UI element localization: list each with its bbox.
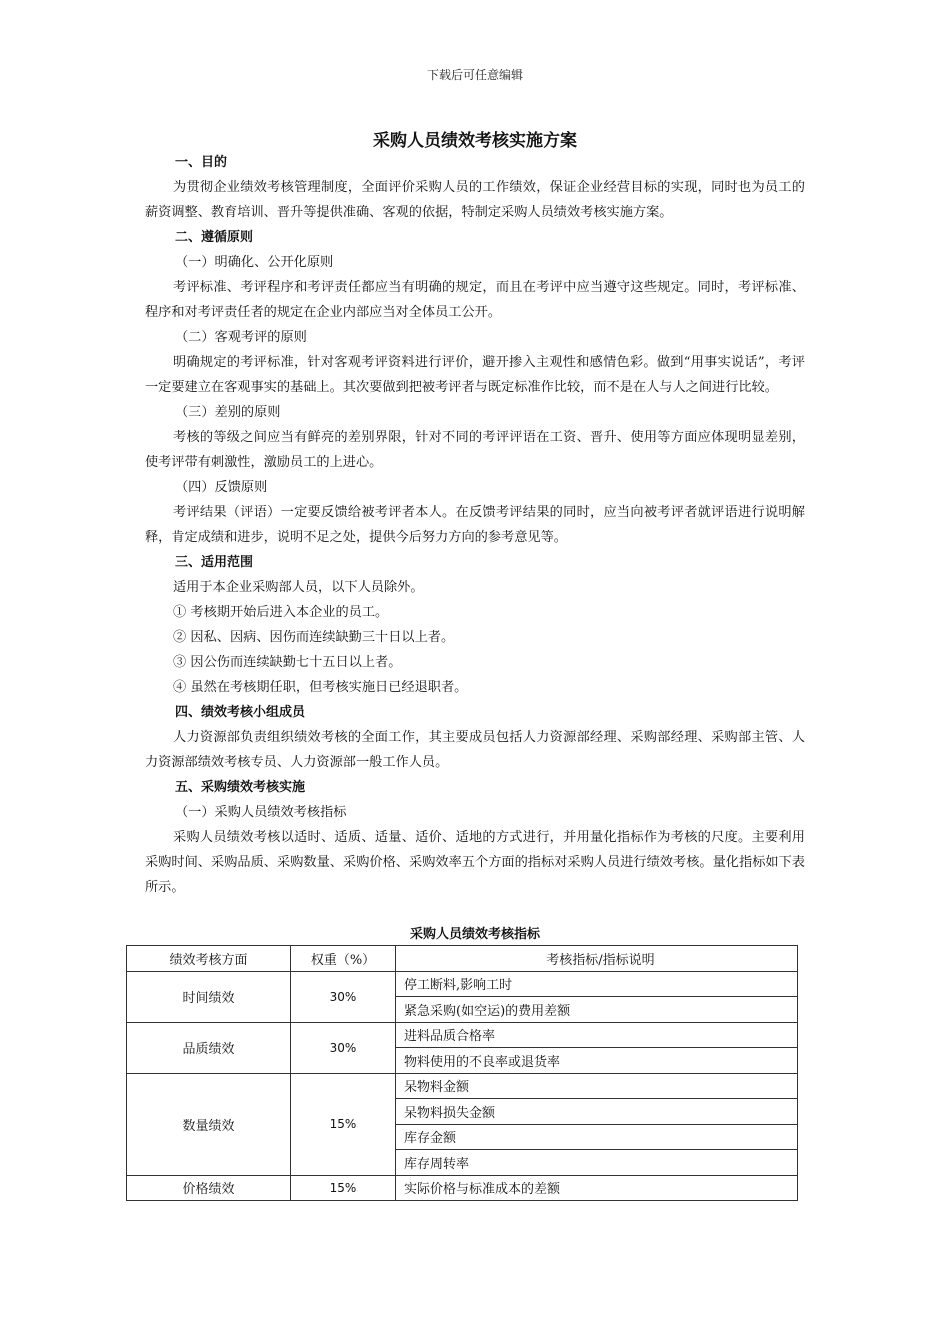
section-2-sub-4: （四）反馈原则 <box>175 480 268 495</box>
weight-cell: 15% <box>291 1175 396 1201</box>
table-row <box>127 1073 798 1099</box>
table-row <box>127 1022 798 1048</box>
section-3-heading: 三、适用范围 <box>175 555 254 570</box>
aspect-cell: 数量绩效 <box>127 1073 291 1175</box>
indicator-cell: 进料品质合格率 <box>396 1022 798 1048</box>
indicator-cell: 实际价格与标准成本的差额 <box>396 1175 798 1201</box>
section-2-paragraph-4: 考评结果（评语）一定要反馈给被考评者本人。在反馈考评结果的同时，应当向被考评者就评语进行说明解释，肯定成绩和进步，说明不足之处，提供今后努力方向的参考意见等。 <box>145 505 805 545</box>
column-header: 绩效考核方面 <box>127 946 291 972</box>
document-title: 采购人员绩效考核实施方案 <box>373 131 577 151</box>
column-header: 考核指标/指标说明 <box>396 946 798 972</box>
indicator-cell: 物料使用的不良率或退货率 <box>396 1048 798 1074</box>
table-header-row <box>127 946 798 972</box>
page-header: 下载后可任意编辑 <box>426 68 523 82</box>
table-row <box>127 971 798 997</box>
list-item: ② 因私、因病、因伤而连续缺勤三十日以上者。 <box>173 630 455 645</box>
section-1-paragraph: 为贯彻企业绩效考核管理制度，全面评价采购人员的工作绩效，保证企业经营目标的实现，同时也为员工的薪资调整、教育培训、晋升等提供准确、客观的依据，特制定采购人员绩效考核实施方案。 <box>145 180 805 220</box>
list-item: ③ 因公伤而连续缺勤七十五日以上者。 <box>173 655 402 670</box>
list-item: ① 考核期开始后进入本企业的员工。 <box>173 605 389 620</box>
indicator-cell: 停工断料,影响工时 <box>396 971 798 997</box>
aspect-cell: 时间绩效 <box>127 971 291 1022</box>
section-2-sub-2: （二）客观考评的原则 <box>175 330 307 345</box>
aspect-cell: 价格绩效 <box>127 1175 291 1201</box>
section-5-sub-1: （一）采购人员绩效考核指标 <box>175 805 347 820</box>
document-body <box>145 150 805 900</box>
section-4-heading: 四、绩效考核小组成员 <box>175 705 306 720</box>
section-5-paragraph: 采购人员绩效考核以适时、适质、适量、适价、适地的方式进行，并用量化指标作为考核的尺度。主要利用采购时间、采购品质、采购数量、采购价格、采购效率五个方面的指标对采购人员进行绩效考核。量化指标如下表所示。 <box>145 830 805 895</box>
indicator-cell: 紧急采购(如空运)的费用差额 <box>396 997 798 1023</box>
section-1-heading: 一、目的 <box>175 155 228 170</box>
indicator-cell: 呆物料损失金额 <box>396 1099 798 1125</box>
kpi-table <box>126 945 798 1201</box>
indicator-cell: 库存金额 <box>396 1124 798 1150</box>
weight-cell: 15% <box>291 1073 396 1175</box>
weight-cell: 30% <box>291 1022 396 1073</box>
weight-cell: 30% <box>291 971 396 1022</box>
section-2-sub-3: （三）差别的原则 <box>175 405 281 420</box>
indicator-cell: 库存周转率 <box>396 1150 798 1176</box>
table-row <box>127 1175 798 1201</box>
section-2-sub-1: （一）明确化、公开化原则 <box>175 255 334 270</box>
column-header: 权重（%） <box>291 946 396 972</box>
section-3-intro: 适用于本企业采购部人员，以下人员除外。 <box>173 580 424 595</box>
section-2-heading: 二、遵循原则 <box>175 230 254 245</box>
section-2-paragraph-1: 考评标准、考评程序和考评责任都应当有明确的规定，而且在考评中应当遵守这些规定。同时，考评标准、程序和对考评责任者的规定在企业内部应当对全体员工公开。 <box>145 280 805 320</box>
indicator-cell: 呆物料金额 <box>396 1073 798 1099</box>
section-2-paragraph-3: 考核的等级之间应当有鲜亮的差别界限，针对不同的考评评语在工资、晋升、使用等方面应体现明显差别，使考评带有刺激性，激励员工的上进心。 <box>145 430 805 470</box>
section-2-paragraph-2: 明确规定的考评标准，针对客观考评资料进行评价，避开掺入主观性和感情色彩。做到“用事实说话”，考评一定要建立在客观事实的基础上。其次要做到把被考评者与既定标准作比较，而不是在人与人之间进行比较。 <box>145 355 805 395</box>
section-5-heading: 五、采购绩效考核实施 <box>175 780 306 795</box>
table-caption: 采购人员绩效考核指标 <box>409 927 540 942</box>
aspect-cell: 品质绩效 <box>127 1022 291 1073</box>
section-4-paragraph: 人力资源部负责组织绩效考核的全面工作，其主要成员包括人力资源部经理、采购部经理、采购部主管、人力资源部绩效考核专员、人力资源部一般工作人员。 <box>145 730 805 770</box>
list-item: ④ 虽然在考核期任职，但考核实施日已经退职者。 <box>173 680 468 695</box>
